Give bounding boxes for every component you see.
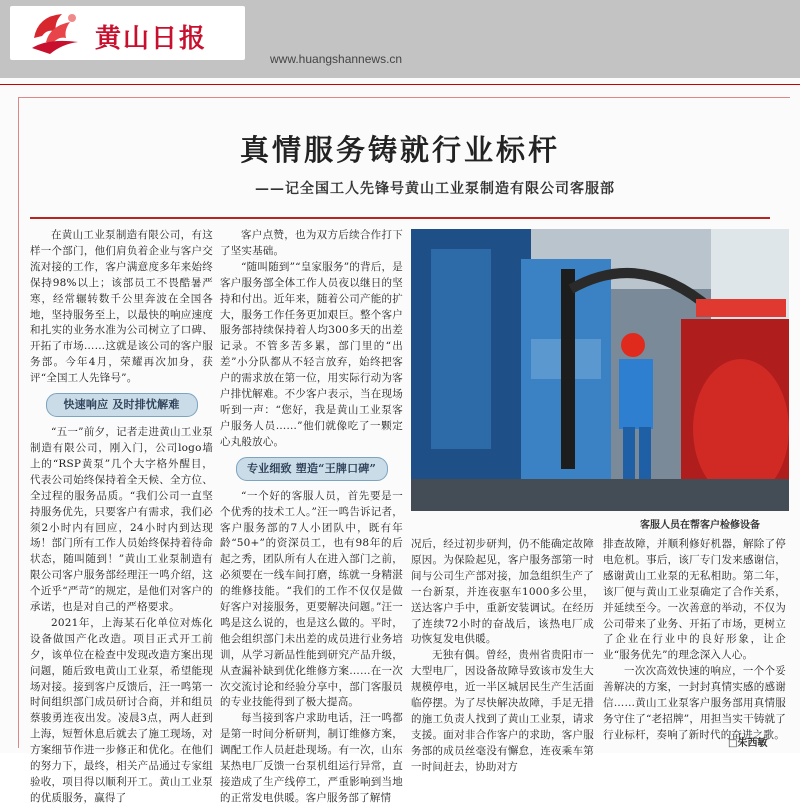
masthead [0, 0, 800, 78]
paragraph: 客户点赞，也为双方后续合作打下了坚实基础。 [220, 229, 403, 257]
paragraph: “五一”前夕，记者走进黄山工业泵制造有限公司，刚入门，公司logo墙上的“RSP黄泵”几个大字格外醒目，代表公司始终保持着全天候、全方位、全过程的服务品质。“我们公司一直坚持服务优先，只要客户有需求，我们必须2小时内有回应，24小时内到达现场！部门所有工作人员始终保持着待命状态，随叫随到！”黄山工业泵制造有限公司客户服务部经理汪一鸣介绍，这个近乎“严苛”的规定，是他们对客户的承诺，也是对自己的严格要求。 [30, 426, 213, 614]
article-column-2 [220, 228, 403, 804]
headline-divider [30, 217, 770, 219]
paragraph: 在黄山工业泵制造有限公司，有这样一个部门，他们肩负着企业与客户交流对接的工作，客户满意度多年来始终保持98%以上；该部员工不畏酷暑严寒，经常辗转数千公里奔波在全国各地，坚持服务至上，以最快的响应速度和扎实的业务水准为公司树立了口碑、开拓了市场……这就是该公司的客户服务部。今年4月，荣耀再次加身，获评“全国工人先锋号”。 [30, 229, 213, 385]
paragraph: 况后，经过初步研判，仍不能确定故障原因。为保险起见，客户服务部第一时间与公司生产部对接，加急组织生产了一台新泵，并连夜驱车1000多公里，送达客户手中，重新安装调试。在经历了连续72小时的奋战后，该热电厂成功恢复发电供暖。 [411, 538, 594, 646]
article-column-3 [411, 537, 594, 773]
article-photo [411, 229, 789, 511]
section-kicker-1: 快速响应 及时排忧解难 [46, 393, 198, 417]
newspaper-logo-icon [28, 8, 86, 58]
brand-block [10, 6, 245, 60]
paragraph: 无独有偶。曾经，贵州省贵阳市一大型电厂，因设备故障导致该市发生大规模停电，近一半区城居民生产生活面临停摆。为了尽快解决故障，手足无措的施工负责人找到了黄山工业泵，请求支援。面对非合作客户的求助，客户服务部的成员丝毫没有懈怠，连夜乘车第一时间赶去，协助对方 [411, 649, 594, 773]
article-column-1 [30, 228, 213, 804]
paragraph: 一次次高效快速的响应，一个个妥善解决的方案，一封封真情实感的感谢信……黄山工业泵客户服务部用真情服务守住了“老招牌”，用担当实干铸就了行业标杆，奏响了新时代的奋进之歌。 [603, 665, 786, 741]
paragraph: 排查故障，并顺利修好机器，解除了停电危机。事后，该厂专门发来感谢信，感谢黄山工业泵的无私相助。第二年，该厂便与黄山工业泵确定了合作关系，并延续至今。一次善意的举动，不仅为公司带来了业务、开拓了市场，更树立了企业在行业中的良好形象，让企业“服务优先”的理念深入人心。 [603, 538, 786, 662]
article-subheadline: ——记全国工人先锋号黄山工业泵制造有限公司客服部 [255, 181, 615, 197]
header-divider [0, 84, 800, 85]
site-url-link[interactable]: www.huangshannews.cn [270, 52, 403, 66]
article-column-4 [603, 537, 786, 748]
article-headline: 真情服务铸就行业标杆 [239, 133, 560, 167]
article-byline: □朱西敏 [728, 738, 768, 749]
newspaper-name: 黄山日报 [95, 24, 208, 54]
paragraph: 2021年，上海某石化单位对炼化设备做国产化改造。项目正式开工前夕，该单位在检查中发现改造方案出现问题，随后致电黄山工业泵，希望能现场对接。接到客户反馈后，汪一鸣第一时间组织部门成员研讨合商，并和组员蔡骏勇连夜出发。凌晨3点，两人赶到上海，短暂休息后就去了施工现场，对方案细节作进一步修正和优化。在他们的努力下，最终，相关产品通过专家组验收，项目得以顺利开工。黄山工业泵的优质服务，赢得了 [30, 616, 213, 804]
section-kicker-2: 专业细致 塑造“王牌口碑” [236, 457, 388, 481]
paragraph: “一个好的客服人员，首先要是一个优秀的技术工人。”汪一鸣告诉记者，客户服务部的7人小团队中，既有年龄“50+”的资深员工，也有98年的后起之秀，团队所有人在进入部门之前，必须要在一线车间打磨，练就一身精湛的维修技能。“我们的工作不仅仅是做好客户对接服务，更要解决问题。”汪一鸣是这么说的，也是这么做的。平时，他会组织部门未出差的成员进行业务培训，从学习新品性能到研究产品升级，从查漏补缺到优化维修方案……在一次次交流讨论和经验分享中，部门客服员的专业技能得到了极大提高。 [220, 489, 403, 709]
paragraph: “随叫随到”“皇家服务”的背后，是客户服务部全体工作人员夜以继日的坚持和付出。近年来，随着公司产能的扩大，服务工作任务更加艰巨。整个客户服务部持续保持着人均300多天的出差记录。不管多苦多累，部门里的“出差”小分队都从不轻言放弃，始终把客户的需求放在第一位，用实际行动为客户排忧解难。不少客户表示，当在现场听到一声：“您好，我是黄山工业泵客户服务人员……”他们就像吃了一颗定心丸般放心。 [220, 260, 403, 448]
paragraph: 每当接到客户求助电话，汪一鸣都是第一时间分析研判，制订维修方案，调配工作人员赶赴现场。有一次，山东某热电厂反馈一台泵机组运行异常，直接造成了生产线停工，严重影响到当地的正常发电供暖。客户服务部了解情 [220, 712, 403, 804]
photo-caption: 客服人员在帮客户检修设备 [640, 520, 760, 531]
